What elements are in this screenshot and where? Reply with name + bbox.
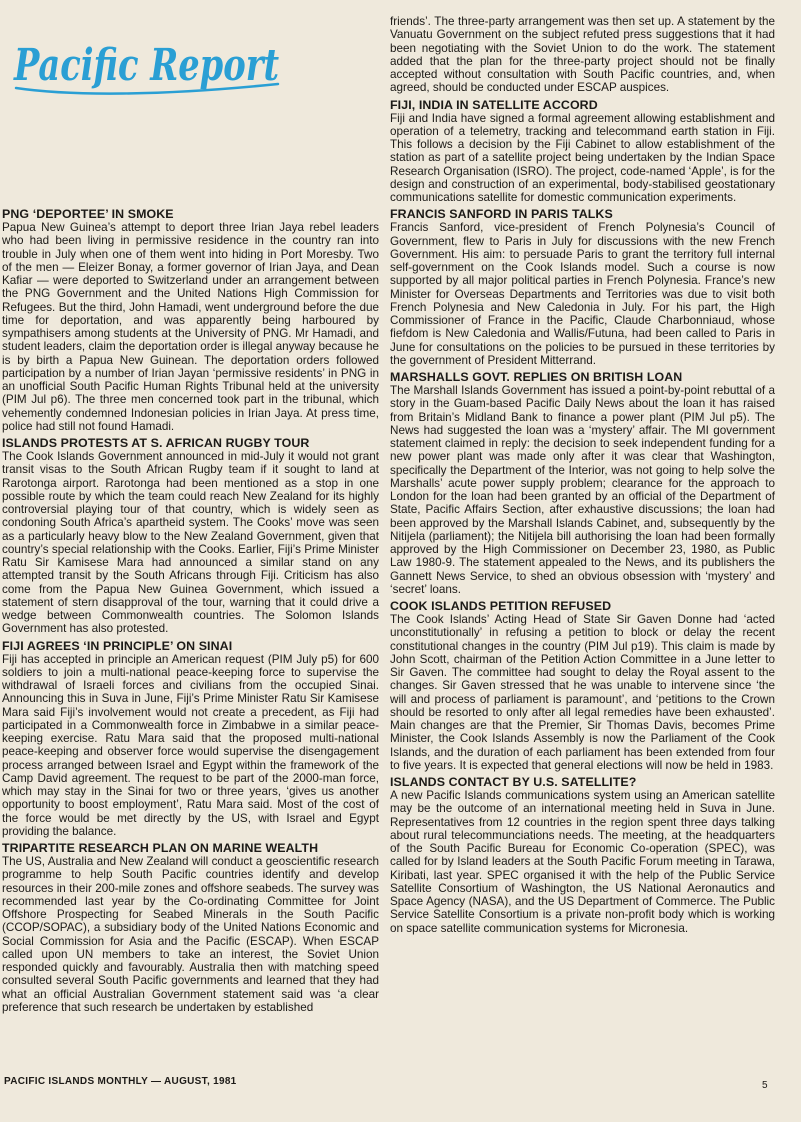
article-body: friends’. The three-party arrangement was then set up. A statement by the Vanuatu Government on the subject refuted press suggestions that it had been negotiating with the Soviet Union to do the work. The statement added that the plan for the three-party project should not be finally accepted without consultation with South Pacific countries, and, when agreed, should be conducted under ESCAP auspices. <box>390 15 775 95</box>
article-heading: TRIPARTITE RESEARCH PLAN ON MARINE WEALTH <box>2 841 319 855</box>
article-body: The US, Australia and New Zealand will conduct a geoscientific research programme to help South Pacific countries identify and develop resources in their 200-mile zones and offshore seabeds. The survey was recommended last year by the Co-ordinating Committee for Joint Offshore Prospecting for Seabed Minerals in the South Pacific (CCOP/SOPAC), a subsidiary body of the United Nations Economic and Social Commission for Asia and the Pacific (ESCAP). When ESCAP called upon UN members to take an interest, the Soviet Union responded quickly and favourably. Australia then with matching speed consulted several South Pacific governments and learned that they had what an official Australian Government statement said was ‘a clear preference that such research be undertaken by established <box>2 855 379 1014</box>
article <box>390 98 775 205</box>
article-heading: MARSHALLS GOVT. REPLIES ON BRITISH LOAN <box>390 370 683 384</box>
article <box>2 841 379 1014</box>
article <box>2 639 379 839</box>
article-heading: FRANCIS SANFORD IN PARIS TALKS <box>390 207 613 222</box>
article <box>2 207 379 433</box>
article-heading: ISLANDS PROTESTS AT S. AFRICAN RUGBY TOUR <box>2 436 310 450</box>
article <box>2 436 379 636</box>
article-heading: ISLANDS CONTACT BY U.S. SATELLITE? <box>390 775 637 789</box>
article-heading: COOK ISLANDS PETITION REFUSED <box>390 599 612 613</box>
article-heading: PNG ‘DEPORTEE’ IN SMOKE <box>2 207 174 221</box>
article <box>390 370 775 596</box>
article-body: The Cook Islands’ Acting Head of State Sir Gaven Donne had ‘acted unconstitutionally’ in refusing a petition to block or delay the recent constitutional changes in the country (PIM Jul p19). This claim is made by John Scott, chairman of the Petition Action Committee in a June letter to Sir Gaven. The committee had sought to delay the Royal assent to the changes. Sir Gaven stressed that he was unable to intervene since ‘the will and process of parliament is paramount’, and ‘petitions to the Crown should be resorted to only after all legal remedies have been exhausted’. Main changes are that the Premier, Sir Thomas Davis, becomes Prime Minister, the Cook Islands Assembly is now the Parliament of the Cook Islands, and the duration of each parliament has been extended from four to five years. It is expected that general elections will now be held in 1983. <box>390 613 775 772</box>
pacific-report-logo <box>10 22 285 102</box>
left-column <box>2 207 379 1017</box>
article-body: The Cook Islands Government announced in mid-July it would not grant transit visas to the South African Rugby team if it sought to land at Rarotonga airport. Rarotonga had been mentioned as a stop in one possible route by which the team could reach New Zealand for its highly controversial playing tour of that country, which is widely seen as condoning South Africa’s apartheid system. The Cooks’ move was seen as a particularly heavy blow to the New Zealand Government, given that country’s special relationship with the Cooks. Earlier, Fiji’s Prime Minister Ratu Sir Kamisese Mara had announced a similar stand on any attempted transit by the South Africans through Fiji. Criticism has also come from the Papua New Guinea Government, which issued a statement of stern disapproval of the tour, warning that it could drive a wedge between Commonwealth countries. The Solomon Islands Government has also protested. <box>2 450 379 636</box>
article <box>390 775 775 935</box>
article-body: Fiji and India have signed a formal agreement allowing establishment and operation of a telemetry, tracking and telecommand earth station in Fiji. This follows a decision by the Fiji Cabinet to allow establishment of the station as part of a satellite project being undertaken by the Indian Space Research Organisation (ISRO). The project, code-named ‘Apple’, is for the design and construction of an experimental, body-stabilised geostationary communications satellite for domestic communication experiments. <box>390 111 776 204</box>
publication-footer: PACIFIC ISLANDS MONTHLY — AUGUST, 1981 <box>4 1076 237 1087</box>
article-body: A new Pacific Islands communications system using an American satellite may be the outcome of an international meeting held in Suva in June. Representatives from 12 countries in the region spent three days talking about rural telecommunciations needs. The meeting, at the headquarters of the South Pacific Bureau for Economic Co-operation (SPEC), was called for by Island leaders at the South Pacific Forum meeting in Tarawa, Kiribati, last year. SPEC organised it with the help of the Public Service Satellite Consortium of Washington, the US National Aeronautics and Space Agency (NASA), and the US Department of Commerce. The Public Service Satellite Consortium is a private non-profit body which is working on space satellite communication systems for Micronesia. <box>390 789 775 935</box>
article-heading: FIJI, INDIA IN SATELLITE ACCORD <box>390 97 598 112</box>
logo-text: Pacific Report <box>12 40 279 91</box>
article-heading: FIJI AGREES ‘IN PRINCIPLE’ ON SINAI <box>2 638 233 653</box>
page-number: 5 <box>762 1080 768 1091</box>
article-body: Fiji has accepted in principle an American request (PIM July p5) for 600 soldiers to join a multi-national peace-keeping force to supervise the withdrawal of Israeli forces and civilians from the occupied Sinai. Announcing this in Suva in June, Fiji’s Prime Minister Ratu Sir Kamisese Mara said Fiji’s involvement would not create a precedent, as Fiji had participated in a Commonwealth force in Zimbabwe in a similar peace-keeping exercise. Ratu Mara said that the proposed multi-national peace-keeping and observer force would supervise the disengagement process arranged between Israel and Egypt within the framework of the Camp David agreement. The request to be part of the 2000-man force, which may stay in the Sinai for two or three years, ‘gives us another opportunity to boost employment’, Ratu Mara said. Most of the cost of the force would be met directly by the US, with Israel and Egypt providing the balance. <box>2 652 379 838</box>
article-body: Francis Sanford, vice-president of French Polynesia’s Council of Government, flew to Paris in July for discussions with the new French Government. His aim: to persuade Paris to grant the territory full internal self-government on the Cook Islands model. Such a course is now supported by all major political parties in French Polynesia. France’s new Minister for Overseas Departments and Territories was due to visit both French Polynesia and New Caledonia in July. For his part, the High Commissioner of France in the Pacific, Claude Charbonniaud, whose fiefdom is New Caledonia and Wallis/Futuna, had been called to Paris in June for consultations on the policies to be pursued in these territories by the government of President Mitterrand. <box>390 221 775 367</box>
article-body: Papua New Guinea’s attempt to deport three Irian Jaya rebel leaders who had been living in permissive residence in the country ran into trouble in July when one of them went into hiding in Port Moresby. Two of the men — Eleizer Bonay, a former governor of Irian Jaya, and Dean Kafiar — were deported to Switzerland under an arrangement between the PNG Government and the United Nations High Commission for Refugees. But the third, John Hamadi, went underground before the due time for deportation, and was apparently being harboured by sympathisers among students at the University of PNG. Mr Hamadi, and student leaders, claim the deportation order is illegal anyway because he is by birth a Papua New Guinean. The deportation orders followed participation by a number of Irian Jayan ‘permissive residents’ in PNG in an unofficial South Pacific Human Rights Tribunal held at the university (PIM Jul p6). The three men concerned took part in the tribunal, which vehemently condemned Indonesian policies in Irian Jaya. At press time, police had still not found Hamadi. <box>2 221 379 433</box>
article-body: The Marshall Islands Government has issued a point-by-point rebuttal of a story in the Guam-based Pacific Daily News about the loan it has raised from Britain’s Midland Bank to finance a power plant (PIM Jul p5). The News had suggested the loan was a ‘mystery’ affair. The MI government statement claimed in reply: the decision to seek independent funding for a new power plant was made only after it was clear that Washington, specifically the Department of the Interior, was not going to help solve the Marshalls’ acute power supply problem; clearance for the approach to London for the loan had been granted by an official of the Department of State, Pacific Affairs Section, after exhaustive discussions; the loan had been approved by the Marshall Islands Cabinet, and, subsequently by the Nitijela (parliament); the Nitijela bill authorising the loan had been formally approved by the High Commissioner on December 23, 1980, as Public Law 1980-9. The statement appealed to the News, and its publishers the Gannett News Service, to shed an obvious obsession with ‘mystery’ and ‘secret’ loans. <box>390 384 775 596</box>
article-continuation <box>390 15 775 95</box>
right-column <box>390 15 775 938</box>
article <box>390 599 775 772</box>
article <box>390 207 775 367</box>
